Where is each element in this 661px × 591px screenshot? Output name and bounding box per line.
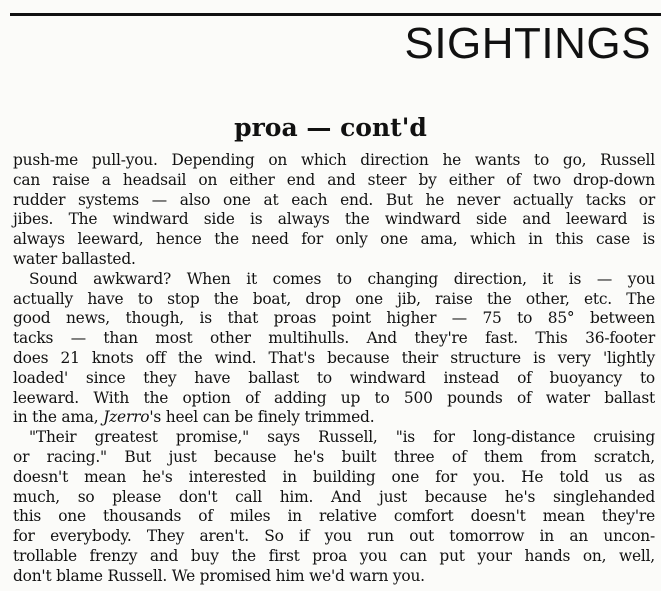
header-rule [10, 13, 661, 16]
text-line: rudder systems — also one at each end. But he never actually tacks or [13, 190, 655, 209]
article-headline: proa — cont'd [234, 113, 427, 142]
article-body [13, 151, 655, 587]
text-line: water ballasted. [13, 249, 136, 268]
text-line: leeward. With the option of adding up to 500 pounds of water ballast [13, 388, 655, 407]
text-run: 's heel can be finely trimmed. [149, 408, 375, 427]
text-line: loaded' since they have ballast to windward instead of buoyancy to [13, 368, 655, 387]
text-line: actually have to stop the boat, drop one jib, raise the other, etc. The [13, 289, 655, 308]
text-line: doesn't mean he's interested in building one for you. He told us as [13, 467, 655, 486]
text-line: "Their greatest promise," says Russell, "is for long-distance cruising [29, 428, 655, 447]
text-line: always leeward, hence the need for only one ama, which in this case is [13, 230, 655, 249]
text-line: can raise a headsail on either end and steer by either of two drop-down [13, 170, 655, 189]
text-line: good news, though, is that proas point higher — 75 to 85° between [13, 309, 655, 328]
text-run: in the ama, [13, 408, 104, 427]
boat-name: Jzerro [103, 408, 150, 427]
section-title: SIGHTINGS [404, 19, 651, 68]
text-line: Sound awkward? When it comes to changing direction, it is — you [29, 269, 655, 288]
text-line [13, 408, 655, 428]
text-line: jibes. The windward side is always the windward side and leeward is [13, 210, 655, 229]
text-line: does 21 knots off the wind. That's because their structure is very 'lightly [13, 348, 655, 367]
paragraph-2 [13, 270, 655, 428]
text-line: or racing." But just because he's built three of them from scratch, [13, 447, 655, 466]
paragraph-1 [13, 151, 655, 270]
text-line: push-me pull-you. Depending on which direction he wants to go, Russell [13, 151, 655, 169]
paragraph-3 [13, 428, 655, 586]
text-line: this one thousands of miles in relative comfort doesn't mean they're [13, 507, 655, 526]
text-line: don't blame Russell. We promised him we'd warn you. [13, 566, 425, 585]
text-line: tacks — than most other multihulls. And they're fast. This 36-footer [13, 329, 655, 348]
text-line: for everybody. They aren't. So if you run out tomorrow in an uncon- [13, 527, 655, 546]
text-line: trollable frenzy and buy the first proa you can put your hands on, well, [13, 546, 655, 565]
text-line: much, so please don't call him. And just because he's singlehanded [13, 487, 655, 506]
